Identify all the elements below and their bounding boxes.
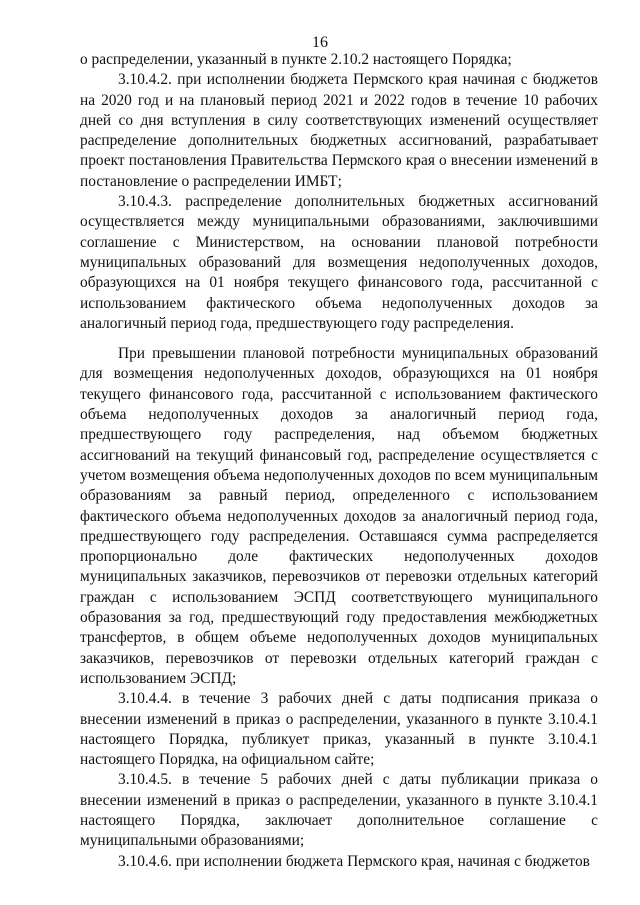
document-body	[80, 50, 598, 872]
paragraph-continuation: о распределении, указанный в пункте 2.10.2 настоящего Порядка;	[80, 51, 512, 68]
paragraph-3-10-4-3: 3.10.4.3. распределение дополнительных бюджетных ассигнований осуществляется между муниципальными образованиями, заключившими соглашение с Министерством, на основании плановой потребности муниципальных образований для возмещения недополученных доходов, образующихся на 01 ноября текущего финансового года, рассчитанной с использованием фактического объема недополученных доходов за аналогичный период года, предшествующего году распределения.	[80, 193, 598, 332]
paragraph-3-10-4-6: 3.10.4.6. при исполнении бюджета Пермского края, начиная с бюджетов	[118, 852, 590, 870]
paragraph-3-10-4-2: 3.10.4.2. при исполнении бюджета Пермского края начиная с бюджетов на 2020 год и на плановый период 2021 и 2022 годов в течение 10 рабочих дней со дня вступления в силу соответствующих изменений осуществляет распределение дополнительных бюджетных ассигнований, разрабатывает проект постановления Правительства Пермского края о внесении изменений в постановление о распределении ИМБТ;	[80, 71, 598, 190]
paragraph-excess-demand: При превышении плановой потребности муниципальных образований для возмещения недополученных доходов, образующихся на 01 ноября текущего финансового года, рассчитанной с использованием фактического объема недополученных доходов за аналогичный период года, предшествующего году распределения, над объемом бюджетных ассигнований на текущий финансовый год, распределение осуществляется с учетом возмещения объема недополученных доходов по всем муниципальным образованиям за равный период, определенного с использованием фактического объема недополученных доходов за аналогичный период года, предшествующего году распределения. Оставшаяся сумма распределяется пропорционально доле фактических недополученных доходов муниципальных заказчиков, перевозчиков от перевозки отдельных категорий граждан с использованием ЭСПД соответствующего муниципального образования за год, предшествующий году предоставления межбюджетных трансфертов, в общем объеме недополученных доходов муниципальных заказчиков, перевозчиков от перевозки отдельных категорий граждан с использованием ЭСПД;	[80, 345, 598, 687]
paragraph-3-10-4-4: 3.10.4.4. в течение 3 рабочих дней с даты подписания приказа о внесении изменений в приказ о распределении, указанного в пункте 3.10.4.1 настоящего Порядка, публикует приказ, указанный в пункте 3.10.4.1 настоящего Порядка, на официальном сайте;	[80, 690, 598, 769]
paragraph-3-10-4-5: 3.10.4.5. в течение 5 рабочих дней с даты публикации приказа о внесении изменений в приказ о распределении, указанного в пункте 3.10.4.1 настоящего Порядка, заключает дополнительное соглашение с муниципальными образованиями;	[80, 771, 598, 850]
page-number: 16	[312, 34, 328, 51]
